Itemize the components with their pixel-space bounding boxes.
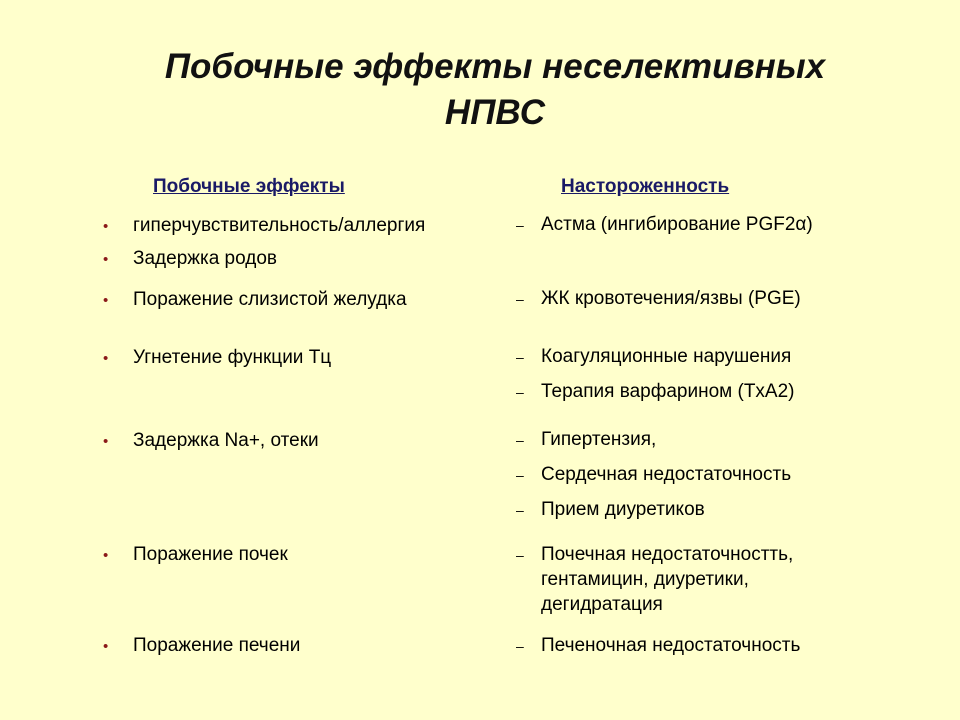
dash-icon: – (516, 384, 524, 400)
bullet-icon: • (103, 547, 109, 564)
column-header-side-effects: Побочные эффекты (153, 176, 345, 197)
bullet-icon: • (103, 433, 109, 450)
caution-item-continuation: гентамицин, диуретики, (541, 569, 749, 590)
dash-icon: – (516, 217, 524, 233)
dash-icon: – (516, 547, 524, 563)
column-header-caution: Настороженность (561, 176, 730, 197)
slide-title-line-1: Побочные эффекты неселективных (164, 47, 826, 86)
caution-item: ЖК кровотечения/язвы (PGE) (541, 288, 801, 309)
caution-item: Почечная недостаточностть, (541, 544, 794, 565)
slide-title (0, 44, 960, 136)
caution-item: Прием диуретиков (541, 499, 705, 520)
side-effect-item: Задержка родов (133, 248, 278, 269)
slide-title-line-2: НПВС (444, 93, 546, 132)
bullet-icon: • (103, 638, 109, 655)
caution-item: Сердечная недостаточность (541, 464, 792, 485)
caution-item: Гипертензия, (541, 429, 657, 450)
side-effect-item: Поражение почек (133, 544, 288, 565)
dash-icon: – (516, 432, 524, 448)
dash-icon: – (516, 291, 524, 307)
caution-item: Терапия варфарином (TxA2) (541, 381, 795, 402)
bullet-icon: • (103, 350, 109, 367)
bullet-icon: • (103, 218, 109, 235)
caution-item-continuation: дегидратация (541, 594, 663, 615)
side-effect-item: Угнетение функции Тц (133, 347, 332, 368)
side-effect-item: Поражение слизистой желудка (133, 289, 407, 310)
side-effect-item: Задержка Na+, отеки (133, 430, 319, 451)
side-effect-item: Поражение печени (133, 635, 301, 656)
caution-item: Астма (ингибирование PGF2α) (541, 214, 813, 235)
side-effect-item: гиперчувствительность/аллергия (133, 215, 426, 236)
caution-item: Коагуляционные нарушения (541, 346, 792, 367)
bullet-icon: • (103, 251, 109, 268)
dash-icon: – (516, 467, 524, 483)
dash-icon: – (516, 638, 524, 654)
dash-icon: – (516, 502, 524, 518)
bullet-icon: • (103, 292, 109, 309)
dash-icon: – (516, 349, 524, 365)
caution-item: Печеночная недостаточность (541, 635, 801, 656)
